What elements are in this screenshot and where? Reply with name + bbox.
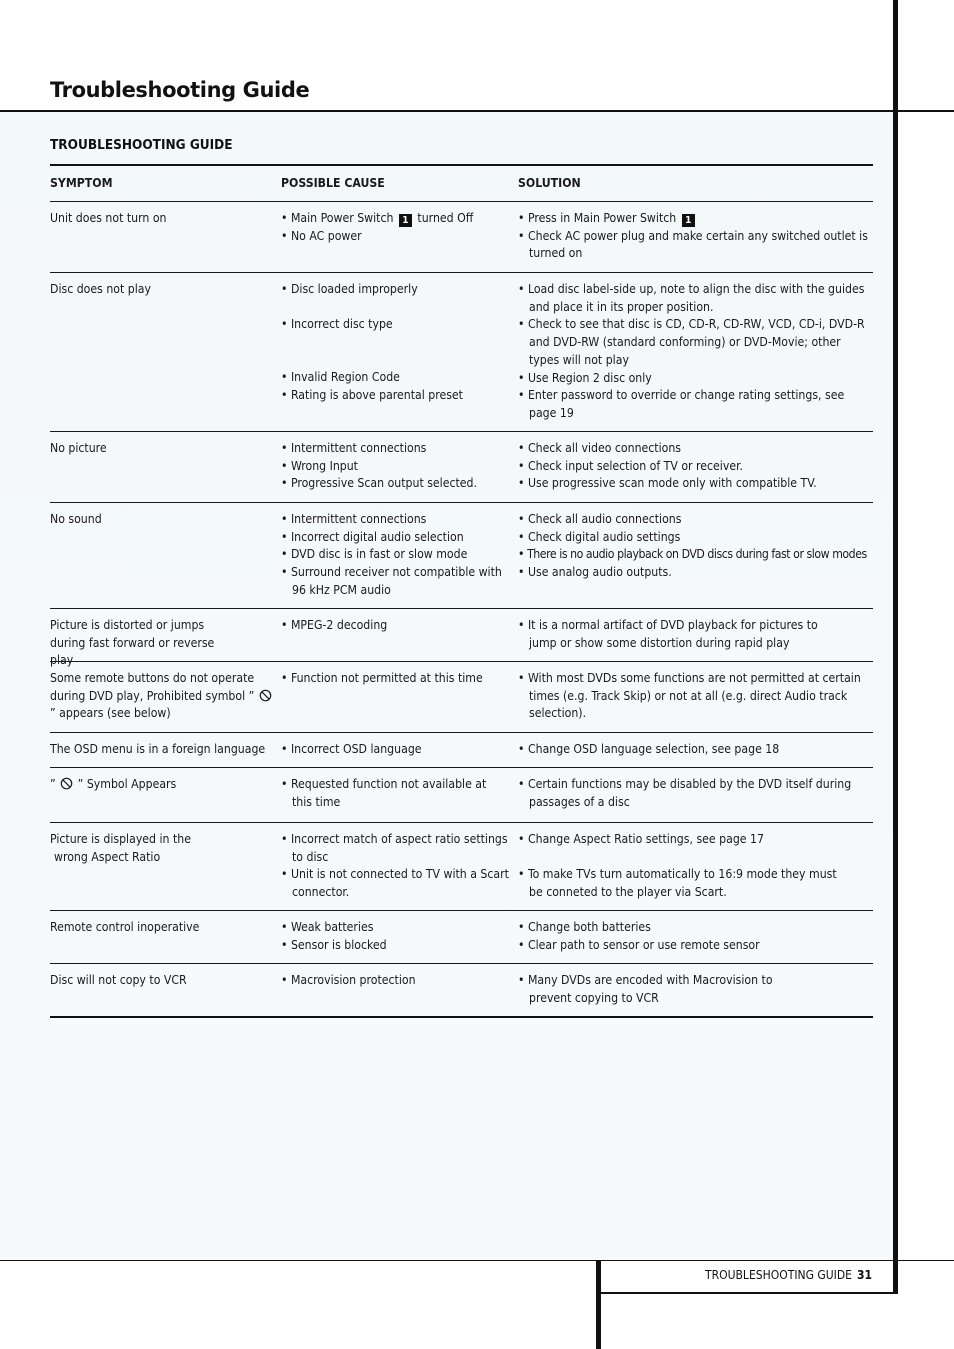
solution-cell xyxy=(518,972,874,1007)
table-row xyxy=(50,767,873,822)
symptom-cell: The OSD menu is in a foreign language xyxy=(50,742,266,756)
cause-item: • Disc loaded improperly xyxy=(281,281,513,299)
cause-item: • Surround receiver not compatible with 96 kHz PCM audio xyxy=(281,564,513,599)
cause-item: • Sensor is blocked xyxy=(281,937,513,955)
solution-item: • Enter password to override or change rating settings, see page 19 xyxy=(518,387,874,422)
header-solution: SOLUTION xyxy=(518,176,581,190)
solution-item: • Check AC power plug and make certain any switched outlet is turned on xyxy=(518,228,874,263)
cause-item: • Intermittent connections xyxy=(281,440,513,458)
solution-item: • Load disc label-side up, note to align the disc with the guides and place it in its proper position. xyxy=(518,281,874,316)
solution-item: • Check digital audio settings xyxy=(518,529,874,547)
cause-item: • Function not permitted at this time xyxy=(281,670,513,688)
cause-cell xyxy=(281,831,513,902)
prohibited-symbol-icon xyxy=(259,689,272,702)
symptom-cell: Disc will not copy to VCR xyxy=(50,973,187,987)
symptom-cell: Some remote buttons do not operate during DVD play, Prohibited symbol ” ” appears (see below) xyxy=(50,670,276,723)
table-header-row xyxy=(50,164,873,201)
solution-cell xyxy=(518,210,874,263)
table-row xyxy=(50,431,873,502)
solution-item: • Change Aspect Ratio settings, see page 17 xyxy=(518,831,874,849)
cause-item: • Incorrect disc type xyxy=(281,316,513,334)
section-title: TROUBLESHOOTING GUIDE xyxy=(50,137,233,153)
cause-cell xyxy=(281,617,513,635)
symptom-cell: Picture is distorted or jumps during fast forward or reverse play xyxy=(50,618,215,668)
solution-item: • Use progressive scan mode only with compatible TV. xyxy=(518,475,874,493)
cause-cell xyxy=(281,919,513,954)
table-row xyxy=(50,272,873,431)
symptom-cell: Unit does not turn on xyxy=(50,211,167,225)
footer-rule xyxy=(0,1260,954,1261)
solution-cell xyxy=(518,741,874,759)
footer-label: TROUBLESHOOTING GUIDE xyxy=(705,1268,852,1282)
cause-item: • DVD disc is in fast or slow mode xyxy=(281,546,513,564)
solution-item: • Check to see that disc is CD, CD-R, CD-RW, VCD, CD-i, DVD-R and DVD-RW (standard conforming) or DVD-Movie; other types will not play xyxy=(518,316,874,369)
cause-item: • No AC power xyxy=(281,228,513,246)
solution-item: • Use analog audio outputs. xyxy=(518,564,874,582)
table-bottom-rule xyxy=(50,1016,873,1018)
cause-item: • MPEG-2 decoding xyxy=(281,617,513,635)
table-row xyxy=(50,502,873,608)
footer-rule-right xyxy=(601,1292,898,1294)
solution-cell xyxy=(518,670,874,723)
cause-item: • Wrong Input xyxy=(281,458,513,476)
cause-cell xyxy=(281,670,513,688)
header-symptom: SYMPTOM xyxy=(50,176,113,190)
cause-item: • Incorrect match of aspect ratio settings to disc xyxy=(281,831,513,866)
table-row xyxy=(50,201,873,272)
cause-item: • Invalid Region Code xyxy=(281,369,513,387)
solution-item: • To make TVs turn automatically to 16:9 mode they must be conneted to the player via Scart. xyxy=(518,866,849,901)
power-switch-key-icon: 1 xyxy=(682,214,695,227)
cause-cell xyxy=(281,776,513,811)
solution-item: • Certain functions may be disabled by the DVD itself during passages of a disc xyxy=(518,776,859,811)
solution-item: • With most DVDs some functions are not permitted at certain times (e.g. Track Skip) or not at all (e.g. direct Audio track selection). xyxy=(518,670,869,723)
table-row xyxy=(50,732,873,767)
solution-item: • Change OSD language selection, see page 18 xyxy=(518,741,874,759)
symptom-cell: No picture xyxy=(50,441,107,455)
cause-item: • Main Power Switch 1 turned Off xyxy=(281,210,513,228)
table-row xyxy=(50,608,873,668)
cause-item: • Macrovision protection xyxy=(281,972,513,990)
cause-cell xyxy=(281,741,513,759)
cause-item: • Incorrect OSD language xyxy=(281,741,513,759)
table-row xyxy=(50,910,873,963)
table-row xyxy=(50,822,873,910)
troubleshooting-table xyxy=(50,164,873,1018)
solution-item: • Change both batteries xyxy=(518,919,874,937)
solution-item: • There is no audio playback on DVD discs during fast or slow modes xyxy=(518,546,874,564)
solution-item: • Check all audio connections xyxy=(518,511,874,529)
symptom-cell: ” ” Symbol Appears xyxy=(50,777,177,791)
solution-item: • Many DVDs are encoded with Macrovision to prevent copying to VCR xyxy=(518,972,779,1007)
page-footer xyxy=(705,1268,872,1282)
solution-cell xyxy=(518,831,874,902)
cause-cell xyxy=(281,440,513,493)
footer-vertical-bar xyxy=(596,1261,601,1349)
symptom-cell: Disc does not play xyxy=(50,282,151,296)
cause-cell xyxy=(281,511,513,600)
prohibited-symbol-icon xyxy=(60,777,73,790)
power-switch-key-icon: 1 xyxy=(399,214,412,227)
symptom-cell: Picture is displayed in the wrong Aspect Ratio xyxy=(50,832,191,864)
cause-item: • Weak batteries xyxy=(281,919,513,937)
solution-item: • It is a normal artifact of DVD playback for pictures to jump or show some distortion during rapid play xyxy=(518,617,819,652)
cause-item: • Incorrect digital audio selection xyxy=(281,529,513,547)
cause-cell xyxy=(281,281,513,405)
cause-item: • Rating is above parental preset xyxy=(281,387,513,405)
cause-item: • Unit is not connected to TV with a Scart connector. xyxy=(281,866,513,901)
cause-item: • Intermittent connections xyxy=(281,511,513,529)
header-cause: POSSIBLE CAUSE xyxy=(281,176,385,190)
cause-cell xyxy=(281,972,513,990)
cause-cell xyxy=(281,210,513,245)
table-row xyxy=(50,661,873,732)
solution-item: • Check input selection of TV or receiver. xyxy=(518,458,874,476)
header-rule xyxy=(0,110,954,112)
solution-cell xyxy=(518,617,874,652)
symptom-cell: No sound xyxy=(50,512,102,526)
cause-item: • Requested function not available at this time xyxy=(281,776,502,811)
page-title: Troubleshooting Guide xyxy=(50,78,310,102)
solution-cell xyxy=(518,776,874,811)
solution-cell xyxy=(518,440,874,493)
solution-item: • Use Region 2 disc only xyxy=(518,370,874,388)
cause-item: • Progressive Scan output selected. xyxy=(281,475,513,493)
right-margin-bar xyxy=(893,0,898,1294)
solution-item: • Press in Main Power Switch 1 xyxy=(518,210,874,228)
solution-item: • Clear path to sensor or use remote sensor xyxy=(518,937,874,955)
solution-cell xyxy=(518,919,874,954)
page-number: 31 xyxy=(856,1268,872,1282)
symptom-cell: Remote control inoperative xyxy=(50,920,200,934)
solution-item: • Check all video connections xyxy=(518,440,874,458)
table-row xyxy=(50,963,873,1016)
solution-cell xyxy=(518,511,874,582)
solution-cell xyxy=(518,281,874,423)
